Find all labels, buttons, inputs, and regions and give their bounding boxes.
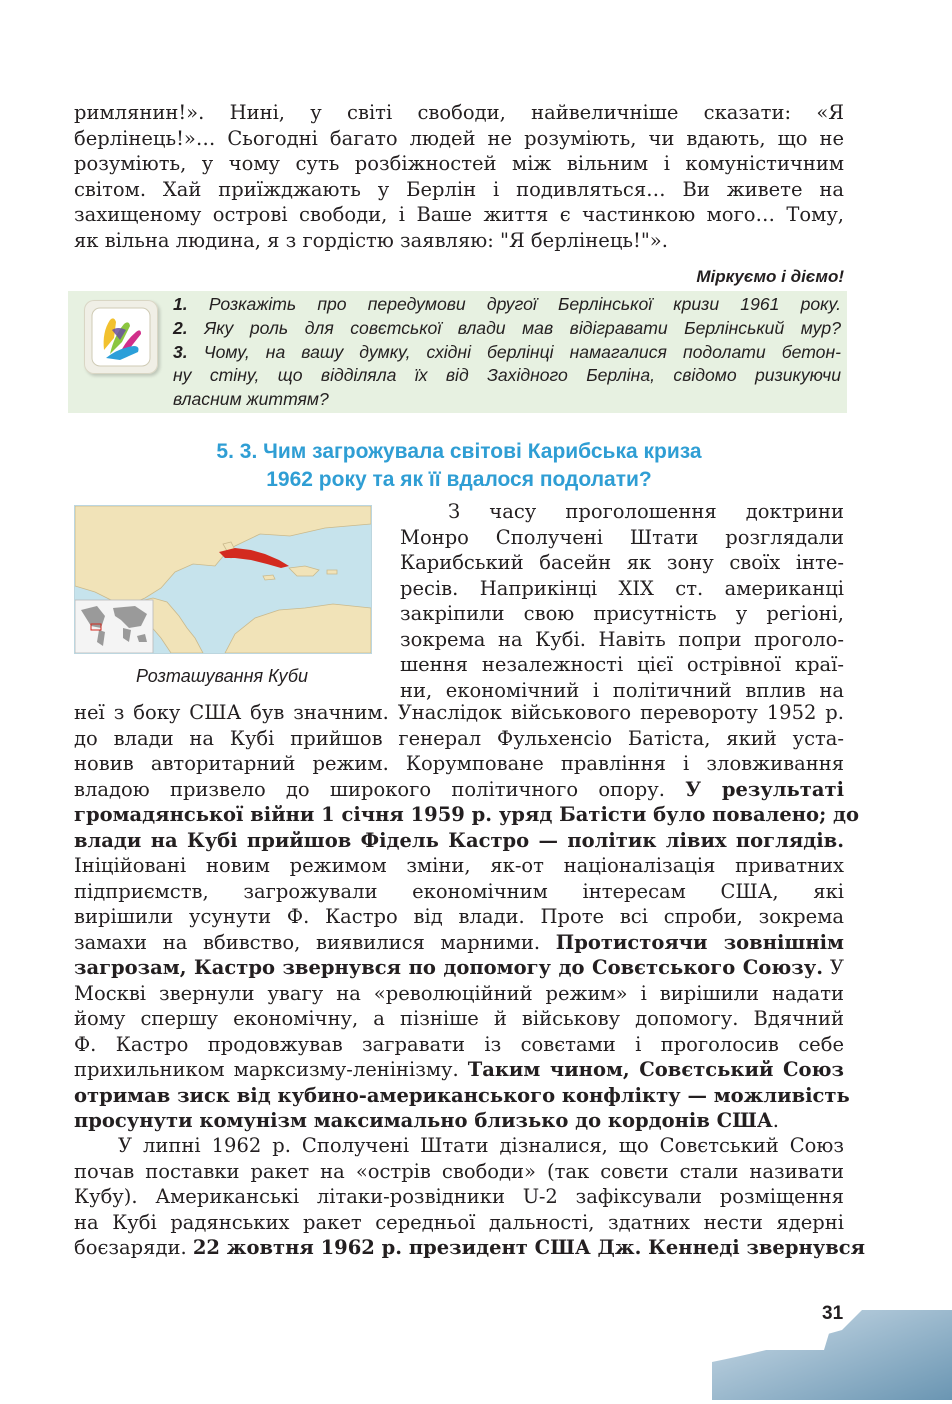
body-line bbox=[74, 1032, 844, 1058]
bold-text: загрозам, Кастро звернувся по допомогу до Совєтського Союзу. bbox=[74, 956, 823, 979]
text-run: новив авторитарний режим. Корумповане правління і зловживання bbox=[74, 752, 844, 775]
text-run: Ініційовані новим режимом зміни, як-от націоналізація приватних bbox=[74, 854, 844, 877]
body-line bbox=[74, 853, 844, 879]
wrap-line: закріпили свою присутність у регіоні, bbox=[400, 602, 844, 625]
text-run: прихильником марксизму-ленінізму. bbox=[74, 1058, 468, 1081]
body-line bbox=[74, 1133, 844, 1159]
text-run: У липні 1962 р. Сполучені Штати дізналися, що Совєтський Союз bbox=[74, 1134, 844, 1157]
body-line bbox=[74, 1210, 844, 1236]
wrap-line: ресів. Наприкінці XIX ст. американці bbox=[400, 576, 844, 600]
think-question-line bbox=[173, 364, 841, 388]
body-line bbox=[74, 955, 844, 981]
text-run: . bbox=[772, 1109, 779, 1132]
text-run: до влади на Кубі прийшов генерал Фульхенсіо Батіста, який уста- bbox=[74, 726, 844, 750]
intro-line: захищеному острові свободи, і Ваше життя є частинкою мого… Тому, bbox=[74, 203, 844, 226]
intro-line: римлянин!». Нині, у світі свободи, найвеличніше сказати: «Я bbox=[74, 101, 844, 124]
body-line bbox=[74, 751, 844, 777]
intro-line: світом. Хай приїжджають у Берлін і подивляться… Ви живете на bbox=[74, 177, 844, 201]
body-line bbox=[74, 777, 844, 803]
text-run: неї з боку США був значним. Унаслідок військового перевороту 1952 р. bbox=[74, 701, 844, 724]
bold-text: Таким чином, Совєтський Союз bbox=[467, 1058, 844, 1081]
think-section-label: Міркуємо і діємо! bbox=[696, 267, 844, 286]
bold-text: Протистоячи зовнішнім bbox=[555, 930, 844, 954]
map-caption: Розташування Куби bbox=[135, 666, 309, 686]
body-line bbox=[74, 1108, 844, 1134]
section-heading-line2: 1962 року та як її вдалося подолати? bbox=[266, 468, 652, 491]
think-question-line bbox=[173, 388, 841, 412]
question-text: Чому, на вашу думку, східні берлінці намагалися подолати бетон- bbox=[187, 341, 841, 362]
question-text: Розкажіть про передумови другої Берлінської кризи 1961 року. bbox=[187, 294, 841, 314]
text-run: підприємств, загрожували економічним інтересам США, які bbox=[74, 879, 844, 903]
body-line bbox=[74, 1184, 844, 1210]
wrap-line: зокрема на Кубі. Навіть попри проголо- bbox=[400, 627, 844, 651]
body-line bbox=[74, 904, 844, 930]
wrap-line: Монро Сполучені Штати розглядали bbox=[400, 525, 844, 549]
question-text: ну стіну, що відділяла їх від Західного Берліна, свідомо ризикуючи bbox=[173, 365, 841, 386]
text-run: йому спершу економічну, а пізніше й військову допомогу. Вдячний bbox=[74, 1007, 844, 1030]
body-line bbox=[74, 1006, 844, 1032]
wrap-line: шення незалежності цієї острівної краї- bbox=[400, 653, 844, 676]
body-paragraph-1 bbox=[74, 700, 860, 1134]
text-run: на Кубі радянських ракет середньої дальності, здатних нести ядерні bbox=[74, 1210, 844, 1234]
body-line bbox=[74, 828, 844, 854]
intro-line: розуміють, у чому суть розбіжностей між вільним і комуністичним bbox=[74, 152, 844, 175]
text-run: Ф. Кастро продовжував загравати із совєтами і проголосив себе bbox=[74, 1032, 844, 1056]
text-run: У bbox=[822, 956, 844, 979]
body-line bbox=[74, 930, 844, 956]
text-run: Кубу). Американські літаки-розвідники U-2 зафіксували розміщення bbox=[74, 1185, 844, 1208]
wrap-line: Карибський басейн як зону своїх інте- bbox=[400, 551, 844, 574]
question-text: Яку роль для совєтської влади мав відігравати Берлінський мур? bbox=[187, 317, 841, 338]
question-number: 2. bbox=[173, 317, 188, 338]
text-run: замахи на вбивство, виявилися марними. bbox=[74, 930, 556, 954]
text-run: почав поставки ракет на «острів свободи» (так совєти стали називати bbox=[74, 1159, 844, 1183]
hands-icon bbox=[84, 300, 158, 374]
bold-text: просунути комунізм максимально близько до кордонів США bbox=[74, 1109, 773, 1132]
body-line bbox=[74, 700, 844, 726]
question-number: 3. bbox=[173, 341, 188, 362]
text-run: вирішили усунути Ф. Кастро від влади. Проте всі спроби, зокрема bbox=[74, 905, 844, 928]
section-heading-line1: 5. 3. Чим загрожувала світові Карибська криза bbox=[216, 440, 702, 463]
wrap-paragraph bbox=[400, 499, 844, 703]
body-line bbox=[74, 981, 844, 1007]
think-question-line bbox=[173, 293, 841, 317]
body-line bbox=[74, 1057, 844, 1083]
cuba-location-map bbox=[74, 505, 372, 654]
bold-text: отримав зиск від кубино-американського конфлікту — можливість bbox=[74, 1083, 850, 1107]
think-questions bbox=[173, 293, 841, 412]
intro-line: берлінець!»… Сьогодні багато людей не розуміють, чи вдають, що не bbox=[74, 126, 844, 150]
text-run: Москві звернули увагу на «революційний режим» і вирішили надати bbox=[74, 981, 844, 1005]
text-run: владою призвело до широкого політичного опору. bbox=[74, 777, 686, 801]
intro-paragraph bbox=[74, 100, 844, 253]
bold-text: громадянської війни 1 січня 1959 р. уряд Батісти було повалено; до bbox=[74, 803, 860, 826]
page-number: 31 bbox=[822, 1303, 844, 1324]
body-line bbox=[74, 1159, 844, 1185]
wrap-line: ни, економічний і політичний вплив на bbox=[400, 678, 844, 702]
think-question-line bbox=[173, 317, 841, 341]
wrap-line: З часу проголошення доктрини bbox=[448, 500, 844, 523]
question-number: 1. bbox=[173, 294, 188, 314]
body-line bbox=[74, 879, 844, 905]
think-question-line bbox=[173, 341, 841, 365]
body-paragraph-2 bbox=[74, 1133, 866, 1261]
bold-text: влади на Кубі прийшов Фідель Кастро — політик лівих поглядів. bbox=[74, 828, 844, 852]
intro-line: як вільна людина, я з гордістю заявляю: "Я берлінець!"». bbox=[74, 228, 668, 252]
text-run: боєзаряди. bbox=[74, 1236, 193, 1259]
question-text: власним життям? bbox=[173, 389, 329, 410]
bold-text: У результаті bbox=[685, 777, 844, 801]
body-line bbox=[74, 726, 844, 752]
body-line bbox=[74, 1083, 850, 1109]
body-line bbox=[74, 1235, 866, 1261]
bold-text: 22 жовтня 1962 р. президент США Дж. Кеннеді звернувся bbox=[192, 1236, 866, 1259]
body-line bbox=[74, 802, 860, 828]
